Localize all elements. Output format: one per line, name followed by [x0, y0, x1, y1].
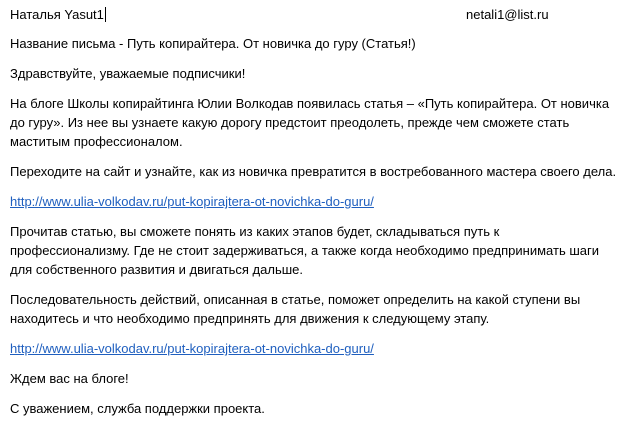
paragraph-intro: [10, 94, 634, 151]
letter-subject: Название письма - Путь копирайтера. От новичка до гуру (Статья!): [10, 36, 416, 51]
paragraph-stages: [10, 222, 634, 279]
text-cursor: [105, 7, 106, 22]
paragraph-sequence-line: Последовательность действий, описанная в статье, поможет определить на какой ступени вы: [10, 292, 581, 307]
article-link-1[interactable]: http://www.ulia-volkodav.ru/put-kopirajtera-ot-novichka-do-guru/: [10, 194, 374, 209]
sender-email: netali1@list.ru: [466, 7, 549, 22]
link-paragraph-1: [10, 192, 634, 211]
sender-name: [10, 6, 106, 24]
paragraph-stages-line: профессионализму. Где не стоит задерживаться, а также когда необходимо предпринимать шаги: [10, 243, 599, 258]
paragraph-intro-line: На блоге Школы копирайтинга Юлии Волкодав появилась статья – «Путь копирайтера. От новичка: [10, 96, 610, 111]
article-link-2[interactable]: http://www.ulia-volkodav.ru/put-kopirajtera-ot-novichka-do-guru/: [10, 341, 374, 356]
paragraph-sequence: [10, 290, 634, 328]
link-paragraph-2: [10, 339, 634, 358]
sender-line: [10, 6, 634, 24]
document-body[interactable]: [10, 6, 634, 418]
paragraph-sequence-line: находитесь и что необходимо предпринять для движения к следующему этапу.: [10, 311, 490, 326]
paragraph-intro-line: маститым профессионалом.: [10, 134, 183, 149]
letter-signature: С уважением, служба поддержки проекта.: [10, 401, 265, 416]
paragraph-stages-line: для собственного развития и двигаться дальше.: [10, 262, 303, 277]
letter-greeting: Здравствуйте, уважаемые подписчики!: [10, 66, 246, 81]
paragraph-intro-line: до гуру». Из нее вы узнаете какую дорогу предстоит преодолеть, прежде чем сможете стать: [10, 115, 570, 130]
sender-name-text: Наталья Yasut1: [10, 7, 104, 22]
letter-closing: Ждем вас на блоге!: [10, 371, 129, 386]
paragraph-stages-line: Прочитав статью, вы сможете понять из каких этапов будет, складываться путь к: [10, 224, 500, 239]
paragraph-visit: Переходите на сайт и узнайте, как из новичка превратится в востребованного мастера своего дела.: [10, 164, 617, 179]
